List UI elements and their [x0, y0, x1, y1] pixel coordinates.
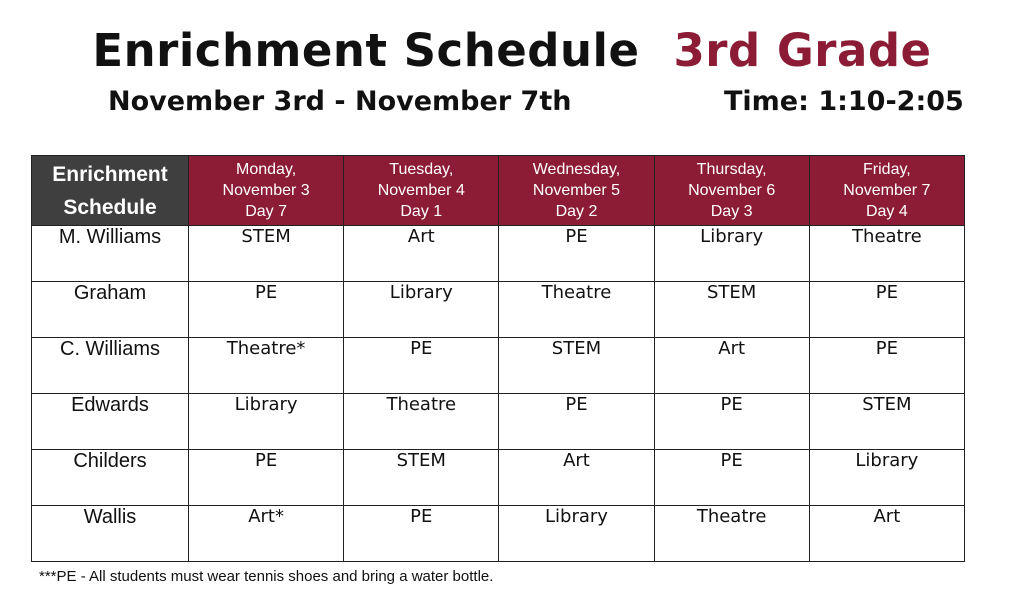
corner-header [32, 156, 189, 226]
day-header-friday [809, 156, 964, 226]
day-weekday: Friday, [863, 161, 911, 178]
schedule-cell: PE [499, 226, 654, 282]
grade-label: 3rd Grade [673, 24, 932, 77]
title-row [0, 24, 1024, 77]
schedule-cell: Art [499, 450, 654, 506]
schedule-cell: PE [809, 338, 964, 394]
schedule-cell: Library [654, 226, 809, 282]
day-date: November 5 [532, 182, 621, 199]
table-row [32, 450, 965, 506]
day-date: November 4 [377, 182, 465, 199]
page-title: Enrichment Schedule [92, 24, 640, 77]
schedule-cell: PE [344, 338, 499, 394]
schedule-cell: Theatre* [189, 338, 344, 394]
day-weekday: Monday, [236, 161, 297, 178]
day-header-tuesday [344, 156, 499, 226]
day-weekday: Wednesday, [532, 161, 621, 178]
day-weekday: Thursday, [696, 161, 767, 178]
date-range: November 3rd - November 7th [108, 86, 572, 117]
schedule-cell: Theatre [654, 506, 809, 562]
day-number: Day 7 [245, 203, 287, 220]
schedule-cell: PE [654, 450, 809, 506]
schedule-cell: STEM [499, 338, 654, 394]
header-row [32, 156, 965, 226]
day-number: Day 3 [710, 203, 753, 220]
schedule-cell: Library [809, 450, 964, 506]
schedule-table [31, 155, 965, 562]
table-row [32, 394, 965, 450]
schedule-cell: STEM [189, 226, 344, 282]
schedule-cell: PE [809, 282, 964, 338]
schedule-cell: Art [809, 506, 964, 562]
schedule-cell: PE [189, 282, 344, 338]
schedule-cell: Art [344, 226, 499, 282]
schedule-cell: Library [499, 506, 654, 562]
schedule-cell: Library [344, 282, 499, 338]
day-header-thursday [654, 156, 809, 226]
schedule-cell: Art [654, 338, 809, 394]
day-date: November 6 [688, 182, 776, 199]
schedule-cell: Theatre [344, 394, 499, 450]
schedule-cell: PE [499, 394, 654, 450]
teacher-name: C. Williams [32, 338, 189, 394]
footnote: ***PE - All students must wear tennis shoes and bring a water bottle. [39, 568, 494, 585]
schedule-cell: PE [654, 394, 809, 450]
day-date: November 3 [222, 182, 310, 199]
day-number: Day 2 [555, 203, 598, 220]
corner-label-line1: Enrichment [52, 162, 168, 186]
day-weekday: Tuesday, [389, 161, 454, 178]
table-row [32, 338, 965, 394]
table-row [32, 282, 965, 338]
day-header-monday [189, 156, 344, 226]
teacher-name: M. Williams [32, 226, 189, 282]
day-number: Day 1 [400, 203, 443, 220]
table-row [32, 506, 965, 562]
schedule-cell: Library [189, 394, 344, 450]
day-header-wednesday [499, 156, 654, 226]
schedule-cell: STEM [809, 394, 964, 450]
schedule-cell: Theatre [809, 226, 964, 282]
day-number: Day 4 [865, 203, 908, 220]
teacher-name: Edwards [32, 394, 189, 450]
schedule-cell: Art* [189, 506, 344, 562]
schedule-cell: STEM [654, 282, 809, 338]
schedule-cell: Theatre [499, 282, 654, 338]
teacher-name: Wallis [32, 506, 189, 562]
schedule-cell: PE [189, 450, 344, 506]
teacher-name: Graham [32, 282, 189, 338]
schedule-cell: STEM [344, 450, 499, 506]
day-date: November 7 [843, 182, 931, 199]
schedule-cell: PE [344, 506, 499, 562]
corner-label-line2: Schedule [63, 195, 157, 219]
table-row [32, 226, 965, 282]
time-range: Time: 1:10-2:05 [724, 86, 964, 117]
teacher-name: Childers [32, 450, 189, 506]
